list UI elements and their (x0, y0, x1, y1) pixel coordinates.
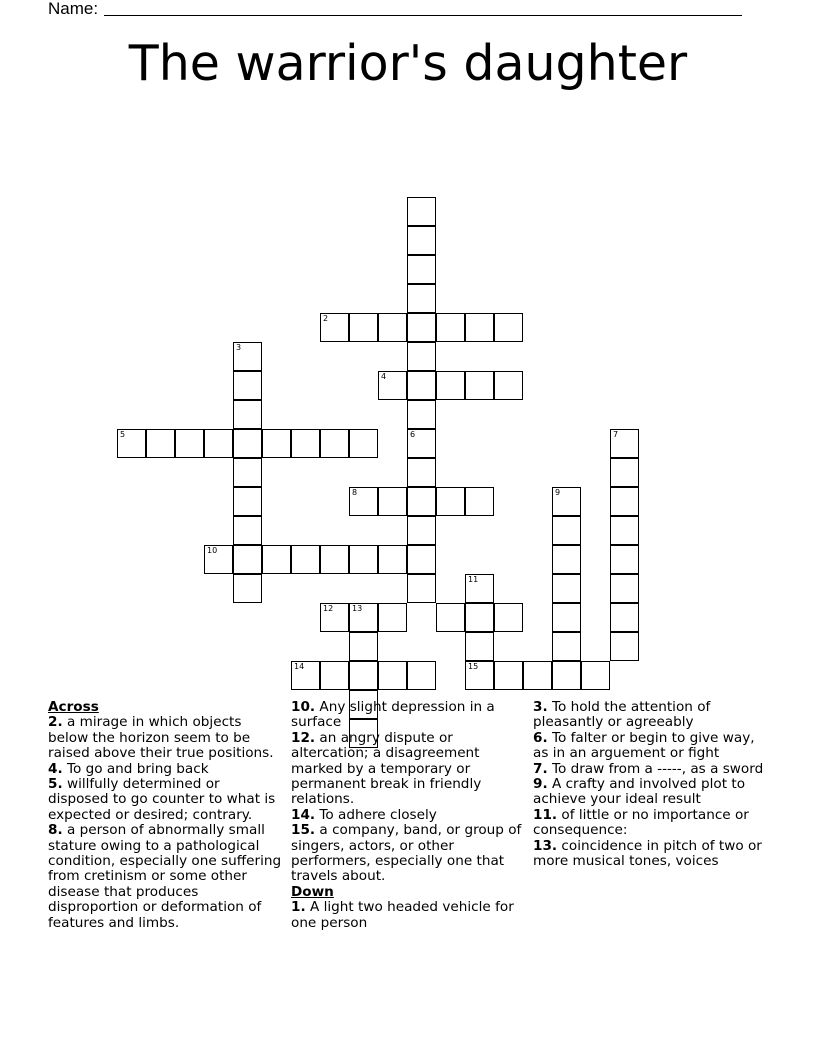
across-clue-8: 8. a person of abnormally small stature owing to a pathological condition, especially one suffering from cretinism or some other disease that produces disproportion or deformation of features and limbs. (48, 822, 282, 931)
crossword-cell[interactable] (349, 545, 378, 574)
clue-number: 3 (236, 343, 242, 352)
crossword-cell[interactable] (465, 632, 494, 661)
crossword-cell[interactable] (204, 545, 233, 574)
down-heading: Down (291, 883, 334, 900)
crossword-cell[interactable] (233, 458, 262, 487)
crossword-cell[interactable] (407, 371, 436, 400)
clue-number: 9 (555, 488, 561, 497)
crossword-cell[interactable] (262, 545, 291, 574)
clues-column-1 (48, 700, 284, 931)
crossword-cell[interactable] (552, 574, 581, 603)
down-clue-11: 11. of little or no importance or consequence: (533, 806, 749, 839)
across-clue-5: 5. willfully determined or disposed to go counter to what is expected or desired; contrary. (48, 776, 276, 823)
crossword-cell[interactable] (233, 400, 262, 429)
crossword-cell[interactable] (291, 661, 320, 690)
clue-number: 8 (352, 488, 358, 497)
clue-number: 2 (323, 314, 329, 323)
crossword-cell[interactable] (465, 487, 494, 516)
crossword-cell[interactable] (610, 487, 639, 516)
crossword-cell[interactable] (610, 458, 639, 487)
crossword-cell[interactable] (610, 603, 639, 632)
crossword-cell[interactable] (407, 197, 436, 226)
crossword-cell[interactable] (233, 574, 262, 603)
crossword-cell[interactable] (378, 603, 407, 632)
down-clue-3: 3. To hold the attention of pleasantly or agreeably (533, 699, 711, 731)
clue-number: 14 (294, 662, 305, 671)
crossword-cell[interactable] (407, 545, 436, 574)
down-clue-9: 9. A crafty and involved plot to achieve your ideal result (533, 776, 746, 808)
crossword-cell[interactable] (494, 313, 523, 342)
crossword-cell[interactable] (233, 545, 262, 574)
clue-number: 7 (613, 430, 619, 439)
crossword-cell[interactable] (291, 545, 320, 574)
down-clue-6: 6. To falter or begin to give way, as in an arguement or fight (533, 729, 755, 762)
crossword-cell[interactable] (349, 313, 378, 342)
crossword-cell[interactable] (407, 313, 436, 342)
crossword-cell[interactable] (494, 661, 523, 690)
crossword-cell[interactable] (552, 632, 581, 661)
crossword-cell[interactable] (494, 371, 523, 400)
clues-column-2 (291, 700, 527, 931)
clue-number: 6 (410, 430, 416, 439)
page-title: The warrior's daughter (128, 35, 688, 92)
crossword-cell[interactable] (349, 603, 378, 632)
across-clue-15: 15. a company, band, or group of singers, actors, or other performers, especially one that travels about. (291, 822, 522, 885)
crossword-cell[interactable] (494, 603, 523, 632)
crossword-cell[interactable] (262, 429, 291, 458)
down-clue-7: 7. To draw from a -----, as a sword (533, 760, 764, 777)
crossword-cell[interactable] (552, 603, 581, 632)
crossword-cell[interactable] (233, 371, 262, 400)
crossword-cell[interactable] (436, 487, 465, 516)
crossword-cell[interactable] (233, 342, 262, 371)
crossword-cell[interactable] (610, 574, 639, 603)
across-clue-14: 14. To adhere closely (291, 806, 437, 823)
crossword-cell[interactable] (407, 226, 436, 255)
crossword-cell[interactable] (117, 429, 146, 458)
crossword-cell[interactable] (378, 371, 407, 400)
down-clue-13: 13. coincidence in pitch of two or more musical tones, voices (533, 837, 762, 870)
clue-number: 13 (352, 604, 363, 613)
crossword-cell[interactable] (320, 545, 349, 574)
crossword-cell[interactable] (407, 487, 436, 516)
down-clue-1: 1. A light two headed vehicle for one person (291, 899, 514, 931)
crossword-cell[interactable] (378, 313, 407, 342)
crossword-cell[interactable] (465, 603, 494, 632)
crossword-cell[interactable] (407, 516, 436, 545)
across-clue-4: 4. To go and bring back (48, 760, 209, 777)
across-clue-2: 2. a mirage in which objects below the horizon seem to be raised above their true positions. (48, 714, 274, 762)
name-label: Name: (48, 0, 99, 18)
clue-number: 12 (323, 604, 334, 613)
crossword-cell[interactable] (291, 429, 320, 458)
across-heading: Across (48, 699, 99, 715)
crossword-cell[interactable] (320, 603, 349, 632)
crossword-cell[interactable] (175, 429, 204, 458)
crossword-cell[interactable] (320, 429, 349, 458)
crossword-cell[interactable] (349, 661, 378, 690)
crossword-cell[interactable] (465, 313, 494, 342)
crossword-cell[interactable] (465, 371, 494, 400)
clue-number: 11 (468, 575, 479, 584)
crossword-cell[interactable] (581, 661, 610, 690)
crossword-cell[interactable] (523, 661, 552, 690)
crossword-cell[interactable] (407, 661, 436, 690)
crossword-cell[interactable] (407, 458, 436, 487)
crossword-cell[interactable] (378, 545, 407, 574)
crossword-cell[interactable] (349, 487, 378, 516)
crossword-cell[interactable] (407, 255, 436, 284)
crossword-cell[interactable] (552, 516, 581, 545)
crossword-cell[interactable] (436, 371, 465, 400)
clue-number: 10 (207, 546, 218, 555)
across-clue-10: 10. Any slight depression in a surface (291, 699, 495, 731)
crossword-cell[interactable] (378, 661, 407, 690)
crossword-cell[interactable] (146, 429, 175, 458)
crossword-cell[interactable] (610, 516, 639, 545)
crossword-cell[interactable] (320, 661, 349, 690)
crossword-cell[interactable] (233, 429, 262, 458)
crossword-cell[interactable] (465, 574, 494, 603)
crossword-cell[interactable] (233, 487, 262, 516)
crossword-cell[interactable] (320, 313, 349, 342)
crossword-cell[interactable] (436, 313, 465, 342)
crossword-cell[interactable] (407, 574, 436, 603)
crossword-cell[interactable] (407, 342, 436, 371)
clues-column-3 (533, 700, 773, 869)
crossword-cell[interactable] (610, 429, 639, 458)
crossword-cell[interactable] (552, 545, 581, 574)
crossword-cell[interactable] (610, 545, 639, 574)
crossword-cell[interactable] (436, 603, 465, 632)
crossword-cell[interactable] (349, 632, 378, 661)
crossword-cell[interactable] (552, 487, 581, 516)
crossword-cell[interactable] (465, 661, 494, 690)
crossword-cell[interactable] (407, 400, 436, 429)
crossword-cell[interactable] (610, 632, 639, 661)
clue-number: 5 (120, 430, 126, 439)
across-clue-12: 12. an angry dispute or altercation; a disagreement marked by a temporary or permanent break in friendly relations. (291, 729, 482, 808)
crossword-cell[interactable] (233, 516, 262, 545)
crossword-cell[interactable] (349, 429, 378, 458)
crossword-cell[interactable] (378, 487, 407, 516)
clue-number: 4 (381, 372, 387, 381)
crossword-cell[interactable] (407, 284, 436, 313)
crossword-cell[interactable] (552, 661, 581, 690)
crossword-cell[interactable] (407, 429, 436, 458)
crossword-cell[interactable] (204, 429, 233, 458)
clue-number: 15 (468, 662, 479, 671)
